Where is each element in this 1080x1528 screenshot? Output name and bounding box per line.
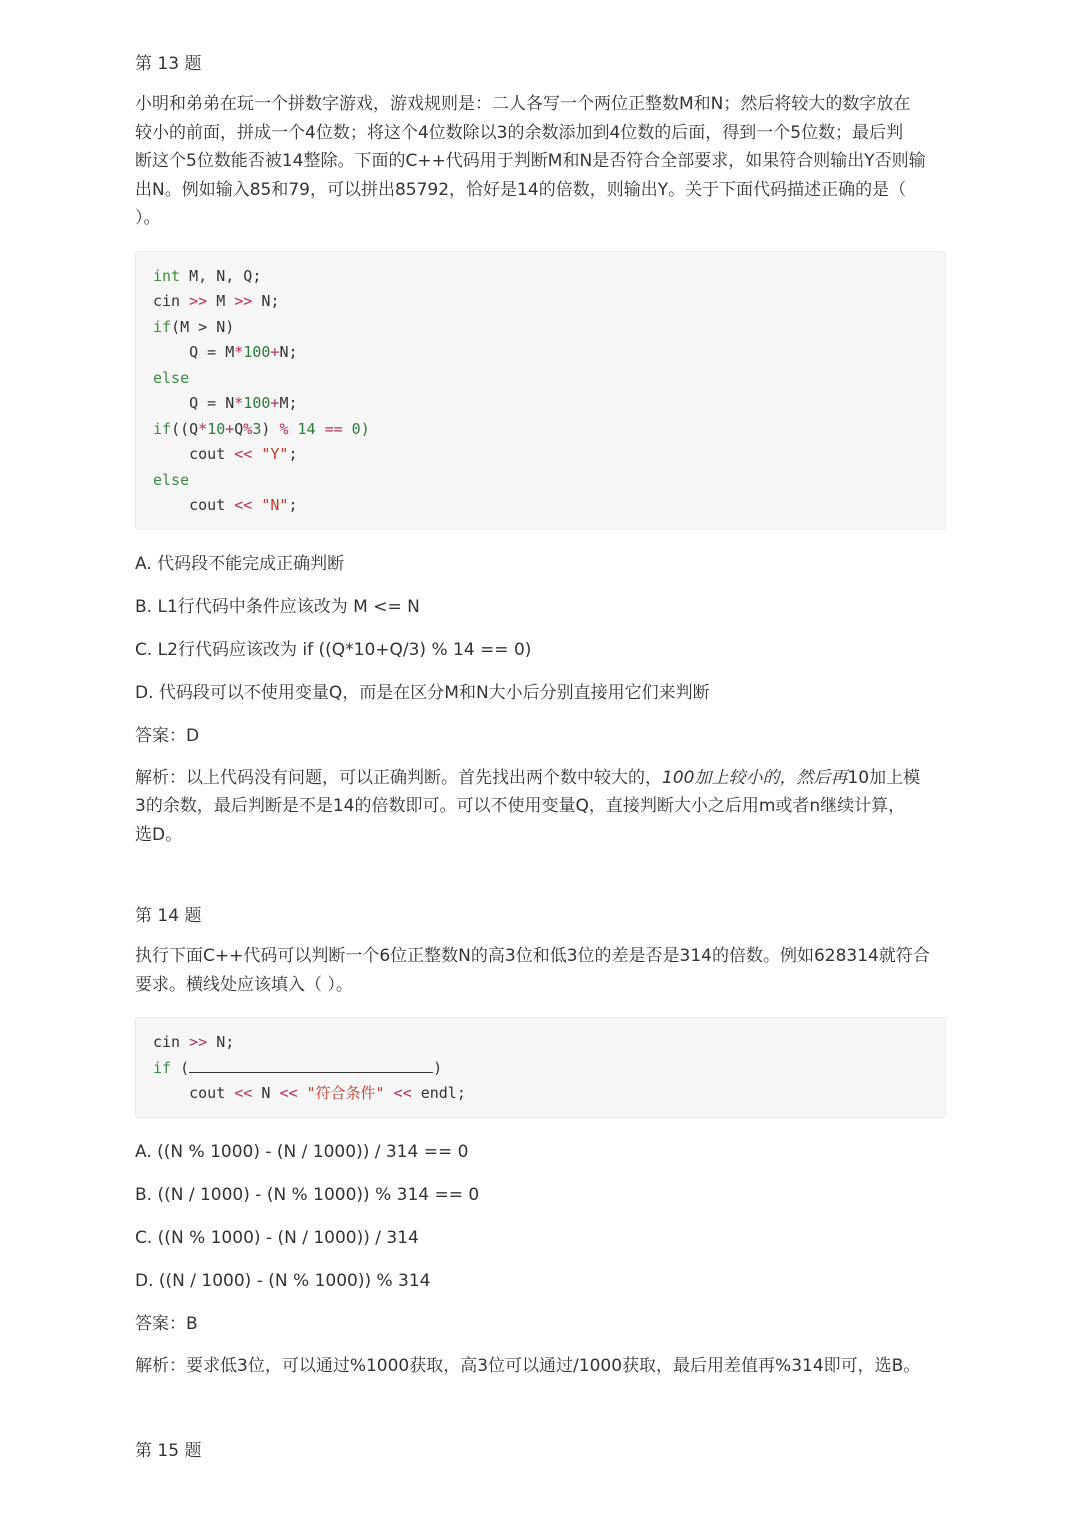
question-title: 第 13 题 <box>135 54 202 74</box>
stem-line: 断这个5位数能否被14整除。下面的C++代码用于判断M和N是否符合全部要求，如果符合则输出Y否则输 <box>135 151 926 171</box>
option-b: B. L1行代码中条件应该改为 M <= N <box>135 596 420 617</box>
stem-line: 出N。例如输入85和79，可以拼出85792，恰好是14的倍数，则输出Y。关于下面代码描述正确的是（ <box>135 179 907 200</box>
code-line: Q = N*100+M; <box>153 394 298 412</box>
code-line: if((Q*10+Q%3) % 14 == 0) <box>153 419 370 438</box>
code-line: else <box>153 368 190 387</box>
stem-line: 执行下面C++代码可以判断一个6位正整数N的高3位和低3位的差是否是314的倍数。例如628314就符合 <box>135 946 930 966</box>
fill-blank <box>189 1059 433 1073</box>
option-a: A. ((N % 1000) - (N / 1000)) / 314 == 0 <box>135 1141 469 1162</box>
analysis-line: 选D。 <box>135 824 183 845</box>
code-line: int M, N, Q; <box>153 266 262 285</box>
question-15 <box>135 1437 946 1465</box>
analysis-line: 解析：以上代码没有问题，可以正确判断。首先找出两个数中较大的，100加上较小的，然后再10加上模 <box>135 767 921 788</box>
question-stem <box>135 90 946 233</box>
question-stem <box>135 942 946 999</box>
option-a: A. 代码段不能完成正确判断 <box>135 553 345 574</box>
analysis: 解析：要求低3位，可以通过%1000获取，高3位可以通过/1000获取，最后用差值再%314即可，选B。 <box>135 1355 921 1376</box>
question-title: 第 14 题 <box>135 906 202 926</box>
code-line: cout << N << "符合条件" << endl; <box>153 1084 466 1102</box>
stem-line: 较小的前面，拼成一个4位数；将这个4位数除以3的余数添加到4位数的后面，得到一个5位数；最后判 <box>135 122 904 143</box>
option-d: D. 代码段可以不使用变量Q，而是在区分M和N大小后分别直接用它们来判断 <box>135 682 710 703</box>
question-14 <box>135 902 946 1380</box>
stem-line: 小明和弟弟在玩一个拼数字游戏，游戏规则是：二人各写一个两位正整数M和N；然后将较大的数字放在 <box>135 94 911 114</box>
answer: 答案：B <box>135 1313 198 1334</box>
code-line: if(M > N) <box>153 317 235 336</box>
answer: 答案：D <box>135 725 200 746</box>
code-line: Q = M*100+N; <box>153 343 298 361</box>
option-b: B. ((N / 1000) - (N % 1000)) % 314 == 0 <box>135 1184 480 1205</box>
code-block <box>135 1017 946 1118</box>
question-title: 第 15 题 <box>135 1441 202 1461</box>
code-block <box>135 251 946 530</box>
stem-line: ）。 <box>135 208 161 228</box>
code-line: cin >> M >> N; <box>153 292 280 310</box>
question-13 <box>135 50 946 849</box>
analysis <box>135 764 946 850</box>
stem-line: 要求。横线处应该填入（ ）。 <box>135 974 353 995</box>
option-d: D. ((N / 1000) - (N % 1000)) % 314 <box>135 1270 431 1291</box>
option-c: C. L2行代码应该改为 if ((Q*10+Q/3) % 14 == 0) <box>135 639 532 660</box>
code-line: if ( ) <box>153 1058 443 1077</box>
analysis-line: 3的余数，最后判断是不是14的倍数即可。可以不使用变量Q，直接判断大小之后用m或者n继续计算， <box>135 796 906 816</box>
code-line: cin >> N; <box>153 1033 235 1051</box>
code-line: cout << "N"; <box>153 496 298 514</box>
content <box>135 50 946 1477</box>
code-line: cout << "Y"; <box>153 445 298 463</box>
option-c: C. ((N % 1000) - (N / 1000)) / 314 <box>135 1227 419 1248</box>
code-line: else <box>153 470 190 489</box>
